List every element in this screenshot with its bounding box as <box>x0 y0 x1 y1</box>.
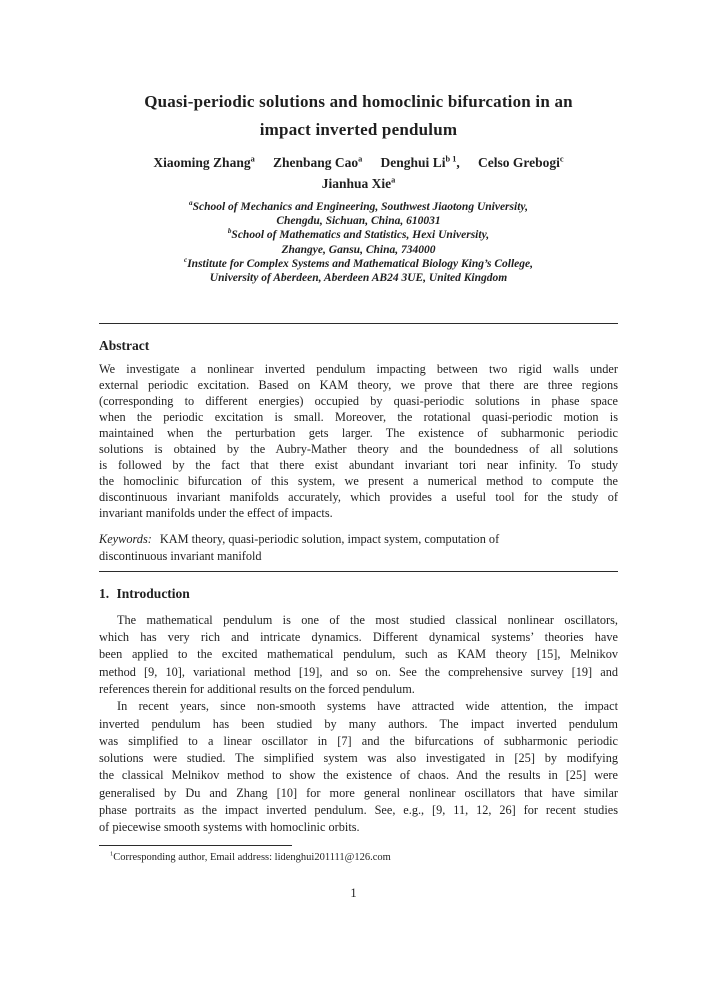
affiliation-line <box>99 257 618 271</box>
affiliation-mark: b <box>227 227 232 236</box>
author <box>273 152 362 173</box>
text-line: We investigate a nonlinear inverted pendulum impacting between two rigid walls under <box>99 362 618 377</box>
footnote-mark: 1 <box>110 850 114 858</box>
keywords-text: KAM theory, quasi-periodic solution, impact system, computation of <box>159 532 500 547</box>
text-column <box>99 0 618 837</box>
section-title: Introduction <box>116 585 190 601</box>
text-line: the classical Melnikov method to show the existence of chaos. And the results in [25] were <box>99 768 618 783</box>
abstract-heading: Abstract <box>99 338 150 354</box>
text-line: The mathematical pendulum is one of the most studied classical nonlinear oscillators, <box>117 612 618 627</box>
author-affiliation-mark: a <box>358 154 363 164</box>
text-line: been applied to the excited mathematical pendulum, such as KAM theory [15], Melnikov <box>99 647 618 662</box>
author-name: Jianhua Xie <box>321 176 392 191</box>
text-line: In recent years, since non-smooth systems have attracted wide attention, the impact <box>117 699 618 714</box>
affiliation-mark: c <box>184 255 188 264</box>
abstract-top-rule <box>99 323 618 324</box>
text-line: the homoclinic bifurcation of this system, we present a numerical method to compute the <box>99 474 618 489</box>
affiliation-line <box>99 243 618 257</box>
keywords-line <box>99 531 618 548</box>
title-line: Quasi-periodic solutions and homoclinic bifurcation in an <box>144 92 573 111</box>
affiliation-block <box>99 200 618 285</box>
text-line: solutions is obtained by the Aubry-Mather theory and the boundedness of all solutions <box>99 442 618 457</box>
author <box>322 173 396 194</box>
text-line: phase portraits as the impact inverted pendulum. See, e.g., [9, 11, 12, 26] for recent studies <box>99 803 618 818</box>
footnote-rule <box>99 845 292 846</box>
author <box>478 152 564 173</box>
page-number: 1 <box>350 886 357 900</box>
text-line: of piecewise smooth systems with homoclinic orbits. <box>99 820 360 835</box>
text-line: invariant manifolds under the effect of impacts. <box>99 506 333 521</box>
author-list <box>99 152 618 194</box>
paper-title <box>99 88 618 144</box>
text-line: which has very rich and intricate dynamics. Different dynamical systems’ theories have <box>99 630 618 645</box>
keywords-block <box>99 531 618 565</box>
author <box>381 152 460 173</box>
text-line: was simplified to a linear oscillator in [7] and the bifurcations of subharmonic periodic <box>99 733 618 748</box>
abstract-text <box>99 361 618 521</box>
author-affiliation-mark: a <box>250 154 255 164</box>
abstract-bottom-rule <box>99 571 618 572</box>
text-line: is followed by the fact that there exist abundant invariant tori near infinity. To study <box>99 458 618 473</box>
keywords-line: discontinuous invariant manifold <box>99 549 262 564</box>
affiliation-line <box>99 271 618 285</box>
text-line: external periodic excitation. Based on KAM theory, we prove that there are three regions <box>99 378 618 393</box>
author-name: Xiaoming Zhang <box>153 155 251 170</box>
keywords-label: Keywords: <box>99 532 152 547</box>
footnote-text: Corresponding author, Email address: lidenghui201111@126.com <box>113 852 391 863</box>
affiliation-text: Zhangye, Gansu, China, 734000 <box>281 243 436 256</box>
section-number: 1. <box>99 585 110 601</box>
text-line: inverted pendulum has been studied by many authors. The impact inverted pendulum <box>99 716 618 731</box>
affiliation-text: Chengdu, Sichuan, China, 610031 <box>276 215 441 228</box>
authors-row <box>99 152 618 173</box>
affiliation-line <box>99 214 618 228</box>
introduction-paragraph-1 <box>99 612 618 698</box>
affiliation-line <box>99 228 618 242</box>
text-line: maintained when the perturbation gets larger. The existence of subharmonic periodic <box>99 426 618 441</box>
author-affiliation-mark: a <box>391 175 396 185</box>
author-name: Celso Grebogi <box>477 155 560 170</box>
text-line: references therein for additional results on the forced pendulum. <box>99 682 415 696</box>
title-line: impact inverted pendulum <box>259 120 458 139</box>
affiliation-text: School of Mathematics and Statistics, Hexi University, <box>231 229 490 242</box>
author-separator: , <box>456 155 460 170</box>
affiliation-text: University of Aberdeen, Aberdeen AB24 3UE, United Kingdom <box>209 272 508 285</box>
text-line: generalised by Du and Zhang [10] for more general nonlinear oscillators that have similar <box>99 785 618 800</box>
affiliation-mark: a <box>189 199 193 208</box>
affiliation-text: Institute for Complex Systems and Mathematical Biology King’s College, <box>187 257 533 270</box>
author <box>153 152 254 173</box>
text-line: when the periodic excitation is small. Moreover, the rotational quasi-periodic motion is <box>99 410 618 425</box>
footnote-text-line <box>99 851 618 865</box>
affiliation-text: School of Mechanics and Engineering, Southwest Jiaotong University, <box>192 201 528 213</box>
text-line: solutions were studied. The simplified system was also investigated in [25] by modifying <box>99 751 618 766</box>
section-heading-introduction <box>99 585 618 603</box>
affiliation-line <box>99 200 618 214</box>
authors-row <box>99 173 618 194</box>
author-name: Denghui Li <box>380 155 446 170</box>
text-line: (corresponding to different energies) occupied by quasi-periodic solutions in phase space <box>99 394 618 409</box>
author-affiliation-mark: b 1 <box>445 154 457 164</box>
introduction-paragraph-2 <box>99 698 618 836</box>
author-name: Zhenbang Cao <box>272 155 359 170</box>
text-line: discontinuous invariant manifolds accurately, which provides a useful tool for the study of <box>99 490 618 505</box>
text-line: method [9, 10], variational method [19], and so on. See the comprehensive survey [19] and <box>99 664 618 679</box>
author-affiliation-mark: c <box>559 154 564 164</box>
corresponding-author-footnote <box>99 851 618 865</box>
